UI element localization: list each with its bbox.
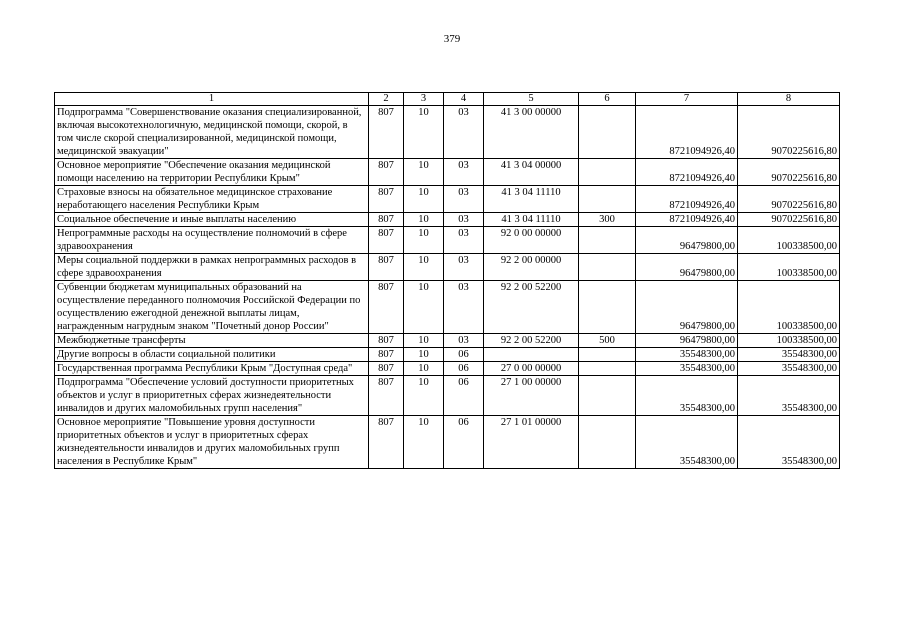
row-code-section: 10 — [404, 416, 444, 469]
row-code-target — [484, 348, 579, 362]
row-code-subsection: 03 — [444, 281, 484, 334]
row-code-section: 10 — [404, 334, 444, 348]
budget-table — [54, 92, 840, 469]
header-cell: 1 — [55, 93, 369, 106]
row-code-subsection: 03 — [444, 227, 484, 254]
row-amount-2018: 35548300,00 — [738, 416, 840, 469]
row-amount-2017: 96479800,00 — [636, 334, 738, 348]
row-amount-2018: 35548300,00 — [738, 348, 840, 362]
row-code-subsection: 03 — [444, 213, 484, 227]
row-amount-2017: 8721094926,40 — [636, 186, 738, 213]
row-amount-2017: 8721094926,40 — [636, 106, 738, 159]
row-amount-2017: 96479800,00 — [636, 254, 738, 281]
row-amount-2017: 35548300,00 — [636, 376, 738, 416]
header-cell: 2 — [369, 93, 404, 106]
row-code-type — [579, 281, 636, 334]
row-amount-2017: 96479800,00 — [636, 227, 738, 254]
row-code-admin: 807 — [369, 348, 404, 362]
row-amount-2018: 35548300,00 — [738, 362, 840, 376]
row-name: Меры социальной поддержки в рамках непрограммных расходов в сфере здравоохранения — [55, 254, 369, 281]
header-cell: 7 — [636, 93, 738, 106]
row-amount-2018: 100338500,00 — [738, 334, 840, 348]
header-cell: 4 — [444, 93, 484, 106]
row-code-admin: 807 — [369, 376, 404, 416]
row-amount-2017: 35548300,00 — [636, 416, 738, 469]
row-code-type — [579, 227, 636, 254]
row-amount-2017: 35548300,00 — [636, 348, 738, 362]
row-name: Социальное обеспечение и иные выплаты населению — [55, 213, 369, 227]
row-code-admin: 807 — [369, 186, 404, 213]
table-body — [55, 106, 840, 469]
table-row — [55, 106, 840, 159]
table-row — [55, 254, 840, 281]
row-code-admin: 807 — [369, 281, 404, 334]
row-code-admin: 807 — [369, 106, 404, 159]
row-amount-2017: 8721094926,40 — [636, 159, 738, 186]
row-amount-2018: 100338500,00 — [738, 227, 840, 254]
row-code-subsection: 06 — [444, 416, 484, 469]
table-row — [55, 186, 840, 213]
row-code-target: 41 3 00 00000 — [484, 106, 579, 159]
row-code-type — [579, 186, 636, 213]
row-code-target: 27 0 00 00000 — [484, 362, 579, 376]
row-code-section: 10 — [404, 376, 444, 416]
row-code-section: 10 — [404, 362, 444, 376]
row-code-section: 10 — [404, 227, 444, 254]
row-amount-2018: 9070225616,80 — [738, 213, 840, 227]
row-code-type — [579, 159, 636, 186]
header-cell: 6 — [579, 93, 636, 106]
table-row — [55, 362, 840, 376]
table-row — [55, 159, 840, 186]
row-code-section: 10 — [404, 281, 444, 334]
row-code-section: 10 — [404, 186, 444, 213]
row-code-subsection: 03 — [444, 334, 484, 348]
row-code-section: 10 — [404, 106, 444, 159]
row-code-target: 92 0 00 00000 — [484, 227, 579, 254]
row-code-target: 92 2 00 52200 — [484, 334, 579, 348]
row-amount-2018: 9070225616,80 — [738, 186, 840, 213]
row-code-subsection: 03 — [444, 106, 484, 159]
row-code-subsection: 03 — [444, 159, 484, 186]
row-code-admin: 807 — [369, 334, 404, 348]
row-code-admin: 807 — [369, 213, 404, 227]
header-cell: 3 — [404, 93, 444, 106]
table-row — [55, 213, 840, 227]
row-name: Государственная программа Республики Крым "Доступная среда" — [55, 362, 369, 376]
row-name: Основное мероприятие "Повышение уровня доступности приоритетных объектов и услуг в приоритетных сферах жизнедеятельности инвалидов и других маломобильных групп населения в Республике Крым" — [55, 416, 369, 469]
table-row — [55, 334, 840, 348]
row-code-target: 27 1 01 00000 — [484, 416, 579, 469]
header-cell: 5 — [484, 93, 579, 106]
row-code-type — [579, 376, 636, 416]
row-amount-2017: 35548300,00 — [636, 362, 738, 376]
row-code-admin: 807 — [369, 227, 404, 254]
row-code-section: 10 — [404, 213, 444, 227]
row-name: Основное мероприятие "Обеспечение оказания медицинской помощи населению на территории Республики Крым" — [55, 159, 369, 186]
row-code-type — [579, 106, 636, 159]
row-code-admin: 807 — [369, 254, 404, 281]
row-code-type — [579, 416, 636, 469]
row-code-target: 92 2 00 00000 — [484, 254, 579, 281]
row-name: Страховые взносы на обязательное медицинское страхование неработающего населения Республики Крым — [55, 186, 369, 213]
row-code-admin: 807 — [369, 159, 404, 186]
row-code-subsection: 06 — [444, 376, 484, 416]
row-code-type: 500 — [579, 334, 636, 348]
row-amount-2018: 35548300,00 — [738, 376, 840, 416]
row-amount-2018: 100338500,00 — [738, 281, 840, 334]
row-code-type: 300 — [579, 213, 636, 227]
row-code-target: 92 2 00 52200 — [484, 281, 579, 334]
row-code-subsection: 03 — [444, 254, 484, 281]
row-amount-2018: 9070225616,80 — [738, 159, 840, 186]
row-amount-2018: 9070225616,80 — [738, 106, 840, 159]
row-code-admin: 807 — [369, 416, 404, 469]
row-code-target: 41 3 04 11110 — [484, 186, 579, 213]
page-number: 379 — [443, 33, 461, 45]
row-name: Другие вопросы в области социальной политики — [55, 348, 369, 362]
row-code-subsection: 06 — [444, 362, 484, 376]
table-row — [55, 376, 840, 416]
header-cell: 8 — [738, 93, 840, 106]
row-name: Непрограммные расходы на осуществление полномочий в сфере здравоохранения — [55, 227, 369, 254]
row-amount-2017: 96479800,00 — [636, 281, 738, 334]
row-name: Субвенции бюджетам муниципальных образований на осуществление переданного полномочия Российской Федерации по осуществлению ежегодной денежной выплаты лицам, награжденным нагрудным знаком "Почетный донор России" — [55, 281, 369, 334]
row-code-subsection: 06 — [444, 348, 484, 362]
table-row — [55, 348, 840, 362]
row-code-target: 41 3 04 11110 — [484, 213, 579, 227]
row-name: Подпрограмма "Обеспечение условий доступности приоритетных объектов и услуг в приоритетных сферах жизнедеятельности инвалидов и других маломобильных групп населения" — [55, 376, 369, 416]
row-code-subsection: 03 — [444, 186, 484, 213]
table-row — [55, 416, 840, 469]
row-code-type — [579, 362, 636, 376]
row-name: Подпрограмма "Совершенствование оказания специализированной, включая высокотехнологичную, медицинской помощи, скорой, в том числе скорой специализированной, медицинской помощи, медицинской эвакуации" — [55, 106, 369, 159]
table-row — [55, 227, 840, 254]
row-name: Межбюджетные трансферты — [55, 334, 369, 348]
row-code-type — [579, 348, 636, 362]
row-code-target: 41 3 04 00000 — [484, 159, 579, 186]
row-code-type — [579, 254, 636, 281]
row-amount-2018: 100338500,00 — [738, 254, 840, 281]
row-amount-2017: 8721094926,40 — [636, 213, 738, 227]
row-code-section: 10 — [404, 254, 444, 281]
row-code-section: 10 — [404, 159, 444, 186]
table-header-row — [55, 93, 840, 106]
row-code-target: 27 1 00 00000 — [484, 376, 579, 416]
row-code-section: 10 — [404, 348, 444, 362]
table-row — [55, 281, 840, 334]
row-code-admin: 807 — [369, 362, 404, 376]
